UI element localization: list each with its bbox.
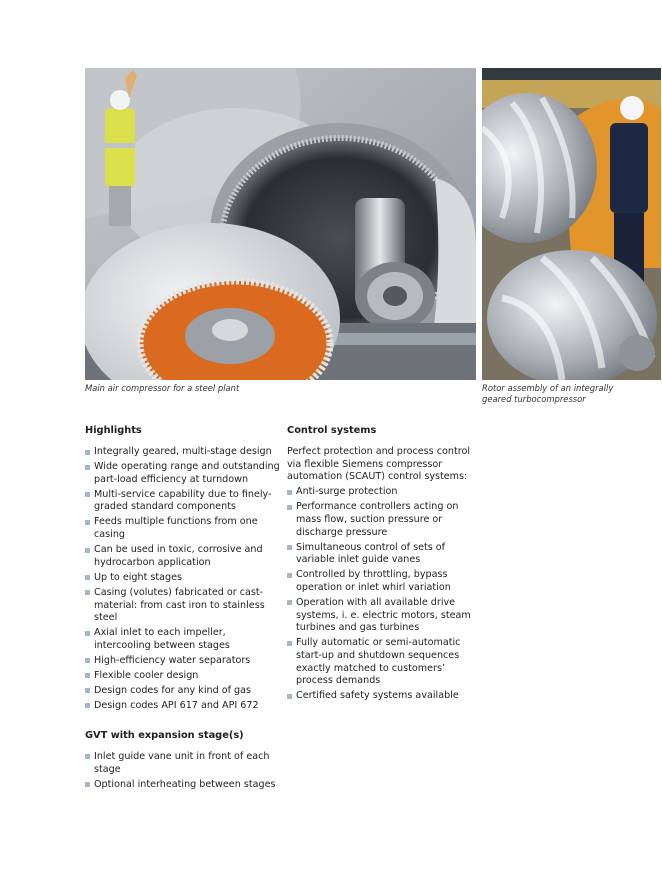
square-bullet-icon (287, 573, 292, 578)
square-bullet-icon (85, 575, 90, 580)
gvt-heading: GVT with expansion stage(s) (85, 729, 244, 741)
list-item: Axial inlet to each impeller, intercooling between stages (85, 627, 281, 652)
list-item: Design codes for any kind of gas (85, 685, 281, 698)
control-intro: Perfect protection and process control via flexible Siemens compressor automation (SCAUT) control systems: (287, 446, 470, 483)
list-item: Integrally geared, multi-stage design (85, 446, 281, 459)
right-column (287, 424, 482, 705)
left-column (85, 424, 281, 794)
list-item: Controlled by throttling, bypass operation or inlet whirl variation (287, 569, 482, 594)
square-bullet-icon (85, 703, 90, 708)
control-list (287, 486, 482, 703)
square-bullet-icon (85, 754, 90, 759)
list-item: Inlet guide vane unit in front of each stage (85, 751, 281, 776)
gvt-list (85, 751, 281, 791)
square-bullet-icon (287, 490, 292, 495)
list-item: Multi-service capability due to finely-graded standard components (85, 489, 281, 514)
list-item: Design codes API 617 and API 672 (85, 700, 281, 713)
control-systems-heading: Control systems (287, 425, 377, 436)
highlights-heading: Highlights (85, 425, 142, 436)
list-item: Optional interheating between stages (85, 779, 281, 792)
square-bullet-icon (85, 520, 90, 525)
list-item: Casing (volutes) fabricated or cast-material: from cast iron to stainless steel (85, 587, 281, 625)
list-item: Feeds multiple functions from one casing (85, 516, 281, 541)
square-bullet-icon (85, 631, 90, 636)
square-bullet-icon (85, 658, 90, 663)
list-item: Flexible cooler design (85, 670, 281, 683)
list-item: Fully automatic or semi-automatic start-up and shutdown sequences exactly matched to customers’ process demands (287, 637, 482, 688)
list-item: Performance controllers acting on mass flow, suction pressure or discharge pressure (287, 501, 482, 539)
square-bullet-icon (287, 694, 292, 699)
square-bullet-icon (287, 545, 292, 550)
list-item: High-efficiency water separators (85, 655, 281, 668)
square-bullet-icon (287, 641, 292, 646)
main-compressor-photo (85, 68, 476, 380)
square-bullet-icon (85, 548, 90, 553)
square-bullet-icon (287, 600, 292, 605)
list-item: Can be used in toxic, corrosive and hydrocarbon application (85, 544, 281, 569)
square-bullet-icon (85, 782, 90, 787)
square-bullet-icon (287, 505, 292, 510)
square-bullet-icon (85, 450, 90, 455)
list-item: Wide operating range and outstanding part-load efficiency at turndown (85, 461, 281, 486)
main-photo-caption: Main air compressor for a steel plant (85, 383, 240, 393)
square-bullet-icon (85, 688, 90, 693)
list-item: Up to eight stages (85, 572, 281, 585)
square-bullet-icon (85, 492, 90, 497)
list-item: Anti-surge protection (287, 486, 482, 499)
square-bullet-icon (85, 673, 90, 678)
square-bullet-icon (85, 590, 90, 595)
list-item: Simultaneous control of sets of variable inlet guide vanes (287, 542, 482, 567)
highlights-list (85, 446, 281, 713)
list-item: Operation with all available drive systems, i. e. electric motors, steam turbines and gas turbines (287, 597, 482, 635)
list-item: Certified safety systems available (287, 690, 482, 703)
square-bullet-icon (85, 465, 90, 470)
rotor-photo-caption: Rotor assembly of an integrally geared turbocompressor (482, 383, 614, 404)
rotor-assembly-photo (482, 68, 661, 380)
